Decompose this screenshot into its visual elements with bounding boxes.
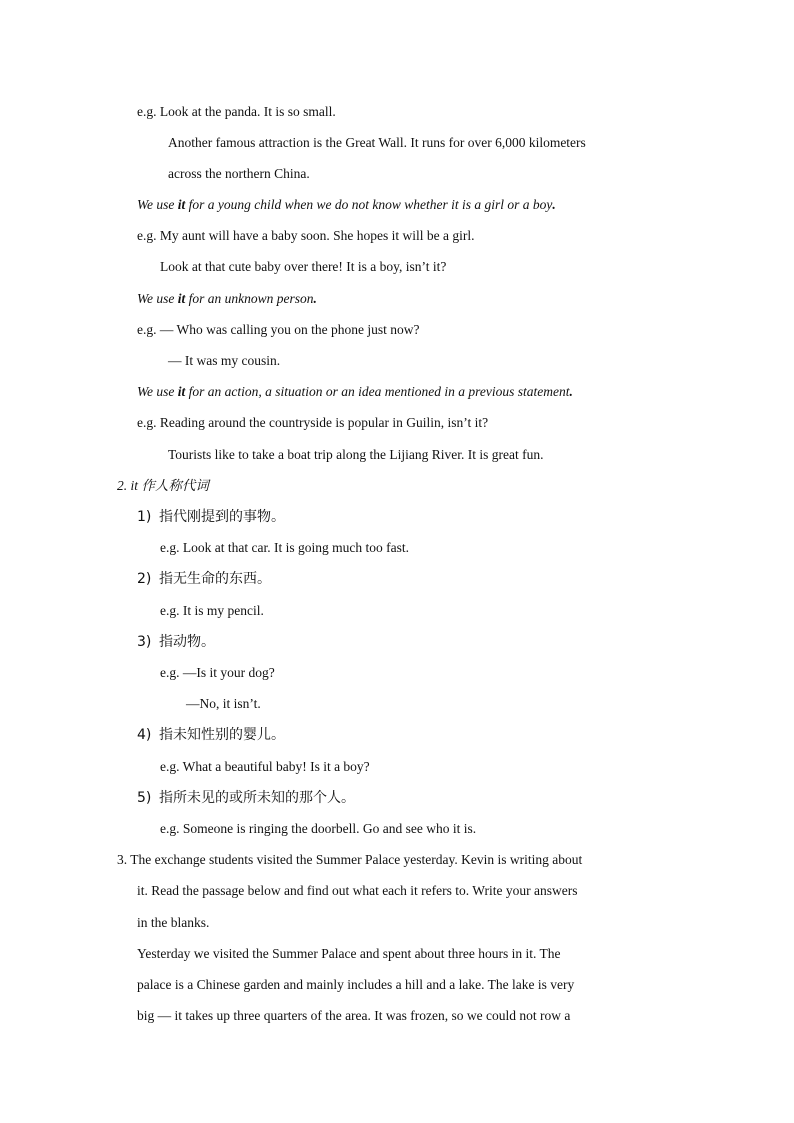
example-line: e.g. Reading around the countryside is popular in Guilin, isn’t it? bbox=[137, 415, 489, 430]
list-item: 1) 指代刚提到的事物。 bbox=[137, 509, 285, 525]
instruction-line: it. Read the passage below and find out what each it refers to. Write your answers bbox=[137, 883, 578, 898]
passage-line: Yesterday we visited the Summer Palace and spent about three hours in it. The bbox=[137, 946, 561, 961]
example-line: across the northern China. bbox=[168, 166, 310, 181]
list-item: 2) 指无生命的东西。 bbox=[137, 571, 271, 587]
example-line: e.g. —Is it your dog? bbox=[160, 665, 275, 680]
example-line: e.g. What a beautiful baby! Is it a boy? bbox=[160, 759, 370, 774]
list-item: 5) 指所未见的或所未知的那个人。 bbox=[137, 790, 355, 806]
rule-statement: We use it for an unknown person. bbox=[137, 291, 317, 306]
example-line: e.g. Look at the panda. It is so small. bbox=[137, 104, 336, 119]
example-line: e.g. — Who was calling you on the phone just now? bbox=[137, 322, 420, 337]
passage-line: palace is a Chinese garden and mainly includes a hill and a lake. The lake is very bbox=[137, 977, 575, 992]
example-line: e.g. My aunt will have a baby soon. She hopes it will be a girl. bbox=[137, 228, 475, 243]
rule-statement: We use it for an action, a situation or an idea mentioned in a previous statement. bbox=[137, 384, 573, 399]
example-line: e.g. It is my pencil. bbox=[160, 603, 264, 618]
example-line: e.g. Someone is ringing the doorbell. Go and see who it is. bbox=[160, 821, 477, 836]
list-item: 4) 指未知性别的婴儿。 bbox=[137, 727, 285, 743]
rule-statement: We use it for a young child when we do not know whether it is a girl or a boy. bbox=[137, 197, 556, 212]
section-heading: 2. it 作人称代词 bbox=[117, 478, 209, 493]
example-line: Another famous attraction is the Great Wall. It runs for over 6,000 kilometers bbox=[168, 135, 586, 150]
passage-line: big — it takes up three quarters of the area. It was frozen, so we could not row a bbox=[137, 1008, 571, 1023]
instruction-line: in the blanks. bbox=[137, 915, 210, 930]
example-line: Tourists like to take a boat trip along the Lijiang River. It is great fun. bbox=[168, 447, 544, 462]
example-line: — It was my cousin. bbox=[168, 353, 281, 368]
example-line: Look at that cute baby over there! It is a boy, isn’t it? bbox=[160, 259, 447, 274]
example-line: e.g. Look at that car. It is going much too fast. bbox=[160, 540, 409, 555]
list-item: 3) 指动物。 bbox=[137, 634, 215, 650]
section-heading: 3. The exchange students visited the Summer Palace yesterday. Kevin is writing about bbox=[117, 852, 583, 867]
example-line: —No, it isn’t. bbox=[186, 696, 261, 711]
